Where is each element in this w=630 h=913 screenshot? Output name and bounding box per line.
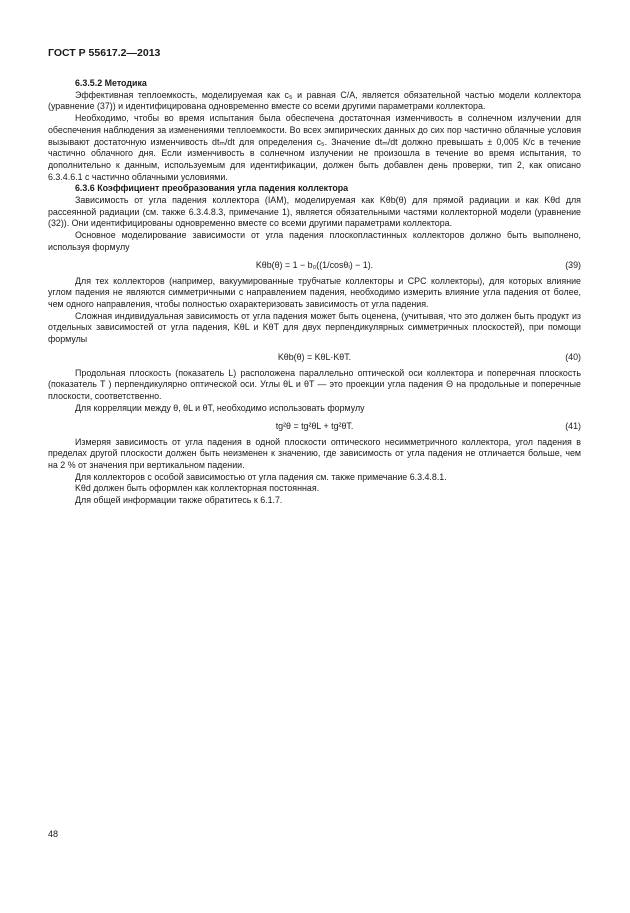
paragraph: Зависимость от угла падения коллектора (IAM), моделируемая как Kθb(θ) для прямой радиации и как Kθd для рассеянной радиации (см. также 6.3.4.8.3, примечание 1), является обязательными частями коллекторной модели (уравнение (32)). Они идентифицированы одновременно вместе со всеми другими параметрами коллектора. [48,195,581,229]
page-number: 48 [48,829,59,839]
paragraph: Для общей информации также обратитесь к 6.1.7. [75,495,283,506]
equation-number: (40) [565,351,581,362]
paragraph: Необходимо, чтобы во время испытания была обеспечена достаточная изменчивость в солнечном излучении для обеспечения наблюдения за изменениями теплоемкости. Во всех эмпирических данных до сих пор частично облачные условия вызывают достаточную изменчивость dtₘ/dt для определения c₅. Значение dtₘ/dt должно превышать ± 0,005 К/с в течение частично облачного дня. Если изменчивость в солнечном излучении не произошла в течение во время испытания, то дополнительно к данным, используемым для идентификации, должен быть добавлен день проверки, тип 2, как описано 6.3.4.6.1 с частично облачными условиями. [48,113,581,182]
document-header: ГОСТ Р 55617.2—2013 [48,47,161,59]
paragraph: Для коллекторов с особой зависимостью от угла падения см. также примечание 6.3.4.8.1. [75,471,447,482]
equation-41 [48,416,581,436]
paragraph: Для тех коллекторов (например, вакуумированные трубчатые коллекторы и CPC коллекторы), для которых влияние углом падения не являются симметричными с направлением падения, необходимо измерить влияние угла падения от более, чем одного направления, чтобы полностью охарактеризовать зависимость от угла падения. [48,275,581,309]
paragraph: Измеряя зависимость от угла падения в одной плоскости оптического несимметричного коллектора, угол падения в пределах другой плоскости должен быть неизменен к значению, где зависимость от угла падения не отличается больше, чем на 2 % от значения при вертикальном падении. [48,436,581,470]
paragraph: Сложная индивидуальная зависимость от угла падения может быть оценена, (учитывая, что это должен быть продукт из отдельных зависимостей от угла падения, KθL и KθT для двух перпендикулярных симметричных плоскостей), при помощи формулы [48,310,581,345]
equation-39 [48,255,581,275]
equation-number: (39) [565,259,581,270]
paragraph: Kθd должен быть оформлен как коллекторная постоянная. [75,483,320,494]
equation-40 [48,347,581,367]
equation-formula: tg²θ = tg²θL + tg²θT. [275,420,354,431]
equation-formula: Kθb(θ) = KθL·KθT. [277,351,352,362]
paragraph: Для корреляции между θ, θL и θT, необходимо использовать формулу [75,402,365,413]
equation-number: (41) [565,420,581,431]
section-heading-iam: 6.3.6 Коэффициент преобразования угла падения коллектора [75,183,349,194]
section-heading-methodology: 6.3.5.2 Методика [75,78,147,88]
equation-formula: Kθb(θ) = 1 − b₀((1/cosθᵢ) − 1). [255,259,374,270]
paragraph: Основное моделирование зависимости от угла падения плоскопластинных коллекторов должно быть выполнено, используя формулу [48,230,581,252]
paragraph: Эффективная теплоемкость, моделируемая как c₅ и равная C/A, является обязательной частью модели коллектора (уравнение (37)) и идентифицирована одновременно вместе со всеми другими параметрами коллектора. [48,89,581,112]
paragraph: Продольная плоскость (показатель L) расположена параллельно оптической оси коллектора и поперечная плоскость (показатель T ) перпендикулярно оптической оси. Углы θL и θT — это проекции угла падения Θ на продольные и поперечные плоскости, соответственно. [48,367,581,402]
page-content [48,78,581,507]
